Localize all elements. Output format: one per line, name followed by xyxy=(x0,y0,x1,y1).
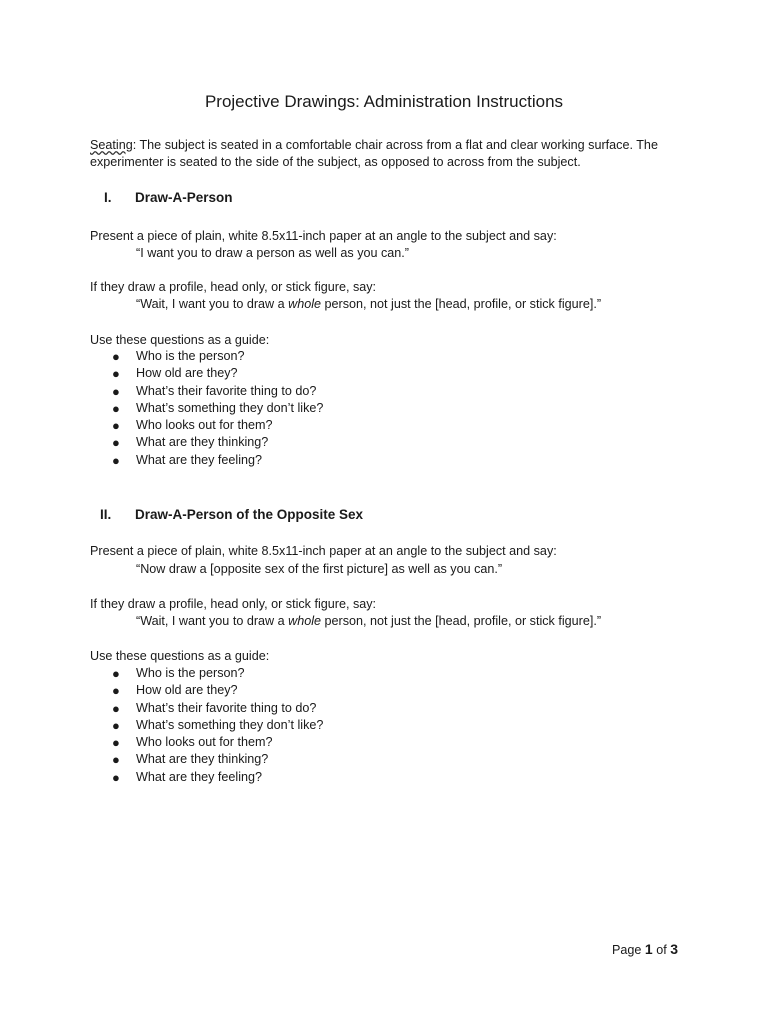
section-2-guide-intro: Use these questions as a guide: xyxy=(90,649,270,663)
question-text: What are they feeling? xyxy=(136,452,263,467)
list-item xyxy=(110,383,323,400)
current-page: 1 xyxy=(644,941,653,957)
bullet-icon: ● xyxy=(112,683,120,699)
bullet-icon: ● xyxy=(112,769,120,785)
section-1-heading: Draw-A-Person xyxy=(135,190,233,205)
question-text: What are they feeling? xyxy=(136,769,263,784)
seating-label: Seating xyxy=(90,138,133,152)
bullet-icon: ● xyxy=(112,717,120,733)
seating-text-line2: experimenter is seated to the side of the subject, as opposed to across from the subject. xyxy=(90,155,581,169)
quote-text: person, not just the [head, profile, or stick figure].” xyxy=(321,297,602,311)
section-2-numeral: II. xyxy=(100,507,112,522)
bullet-icon: ● xyxy=(112,700,120,716)
section-2-heading: Draw-A-Person of the Opposite Sex xyxy=(135,507,364,522)
bullet-icon: ● xyxy=(112,666,120,681)
list-item xyxy=(110,665,323,682)
question-text: Who is the person? xyxy=(136,349,245,363)
section-1-profile-instruction: If they draw a profile, head only, or stick figure, say: xyxy=(90,280,377,294)
list-item xyxy=(110,434,323,451)
list-item xyxy=(110,734,323,751)
list-item xyxy=(110,417,323,434)
section-2-profile-quote xyxy=(136,613,601,631)
document-title: Projective Drawings: Administration Instructions xyxy=(204,92,564,111)
bullet-icon: ● xyxy=(112,349,120,364)
section-2-present-quote: “Now draw a [opposite sex of the first picture] as well as you can.” xyxy=(136,562,503,576)
question-text: What’s their favorite thing to do? xyxy=(136,383,317,398)
bullet-icon: ● xyxy=(112,366,120,382)
quote-emphasis: whole xyxy=(288,614,322,628)
list-item xyxy=(110,365,323,382)
quote-emphasis: whole xyxy=(288,297,322,311)
page-number xyxy=(612,941,678,957)
seating-paragraph-line1 xyxy=(90,137,658,155)
quote-text: “Wait, I want you to draw a xyxy=(136,297,289,311)
quote-text: “Wait, I want you to draw a xyxy=(136,614,289,628)
list-item xyxy=(110,717,323,734)
bullet-icon: ● xyxy=(112,383,120,399)
bullet-icon: ● xyxy=(112,400,120,416)
question-text: How old are they? xyxy=(136,683,238,698)
bullet-icon: ● xyxy=(112,418,120,434)
section-1-present-instruction: Present a piece of plain, white 8.5x11-inch paper at an angle to the subject and say: xyxy=(90,229,557,243)
section-1-numeral: I. xyxy=(104,190,112,205)
question-text: How old are they? xyxy=(136,366,238,381)
list-item xyxy=(110,400,323,417)
list-item xyxy=(110,700,323,717)
question-text: What are they thinking? xyxy=(136,435,269,450)
list-item xyxy=(110,348,323,365)
section-1-question-list xyxy=(110,348,323,469)
section-2-question-list xyxy=(110,665,323,786)
question-text: What’s something they don’t like? xyxy=(136,717,324,732)
question-text: What are they thinking? xyxy=(136,752,269,767)
list-item xyxy=(110,751,323,768)
list-item xyxy=(110,682,323,699)
section-1-profile-quote xyxy=(136,296,601,314)
list-item xyxy=(110,769,323,786)
seating-text-line1: : The subject is seated in a comfortable chair across from a flat and clear working surface. The xyxy=(132,138,658,152)
page-word: Page xyxy=(611,943,642,957)
of-word: of xyxy=(656,943,667,957)
quote-text: person, not just the [head, profile, or stick figure].” xyxy=(321,614,602,628)
bullet-icon: ● xyxy=(112,435,120,451)
bullet-icon: ● xyxy=(112,752,120,768)
section-2-present-instruction: Present a piece of plain, white 8.5x11-inch paper at an angle to the subject and say: xyxy=(90,544,557,558)
list-item xyxy=(110,452,323,469)
question-text: What’s something they don’t like? xyxy=(136,400,324,415)
bullet-icon: ● xyxy=(112,452,120,468)
question-text: Who looks out for them? xyxy=(136,418,273,433)
question-text: What’s their favorite thing to do? xyxy=(136,700,317,715)
question-text: Who is the person? xyxy=(136,666,245,680)
question-text: Who looks out for them? xyxy=(136,735,273,750)
bullet-icon: ● xyxy=(112,735,120,751)
section-2-profile-instruction: If they draw a profile, head only, or stick figure, say: xyxy=(90,597,377,611)
total-pages: 3 xyxy=(670,941,678,957)
section-1-guide-intro: Use these questions as a guide: xyxy=(90,333,270,347)
section-1-present-quote: “I want you to draw a person as well as you can.” xyxy=(136,246,409,260)
